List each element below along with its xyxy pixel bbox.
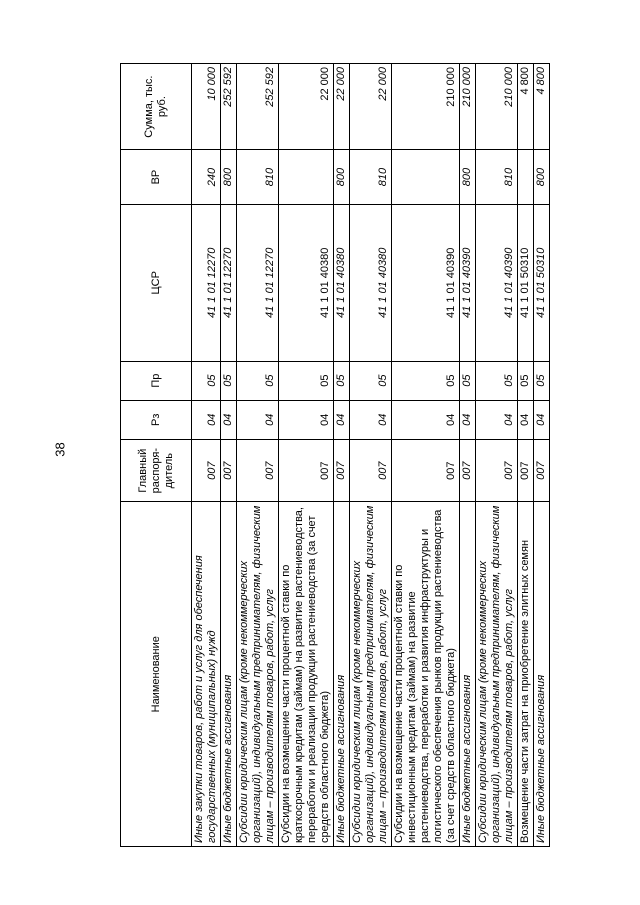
cell-sum: 4 800 bbox=[518, 64, 534, 150]
cell-name: Иные бюджетные ассигнования bbox=[460, 502, 476, 847]
header-csr: ЦСР bbox=[121, 204, 192, 361]
cell-grbs: 007 bbox=[476, 439, 518, 502]
table-row bbox=[534, 64, 550, 847]
cell-csr: 41 1 01 40390 bbox=[476, 204, 518, 361]
table-header-row bbox=[121, 64, 192, 847]
cell-sum: 22 000 bbox=[350, 64, 392, 150]
cell-csr: 41 1 01 12270 bbox=[221, 204, 237, 361]
header-rz: Рз bbox=[121, 400, 192, 439]
table-row bbox=[237, 64, 279, 847]
cell-rz: 04 bbox=[237, 400, 279, 439]
table-row bbox=[192, 64, 221, 847]
cell-rz: 04 bbox=[392, 400, 460, 439]
table-row bbox=[476, 64, 518, 847]
cell-csr: 41 1 01 12270 bbox=[237, 204, 279, 361]
cell-grbs: 007 bbox=[534, 439, 550, 502]
cell-name: Иные закупки товаров, работ и услуг для обеспечения государственных (муниципальных) нужд bbox=[192, 502, 221, 847]
cell-pr: 05 bbox=[192, 361, 221, 400]
cell-rz: 04 bbox=[534, 400, 550, 439]
cell-grbs: 007 bbox=[221, 439, 237, 502]
cell-csr: 41 1 01 40380 bbox=[350, 204, 392, 361]
cell-name: Субсидии на возмещение части процентной ставки по инвестиционным кредитам (займам) на развитие растениеводства, переработки и развития инфраструктуры и логистического обеспечения рынков продукции растениеводства (за счет средств областного бюджета) bbox=[392, 502, 460, 847]
cell-vr: 800 bbox=[334, 150, 350, 205]
cell-sum: 252 592 bbox=[237, 64, 279, 150]
header-grbs: Главный распоря-дитель bbox=[121, 439, 192, 502]
cell-sum: 22 000 bbox=[279, 64, 334, 150]
cell-name: Иные бюджетные ассигнования bbox=[334, 502, 350, 847]
table-row bbox=[221, 64, 237, 847]
cell-pr: 05 bbox=[350, 361, 392, 400]
cell-vr: 800 bbox=[460, 150, 476, 205]
table-row bbox=[279, 64, 334, 847]
page-number: 38 bbox=[52, 442, 68, 457]
cell-vr bbox=[518, 150, 534, 205]
header-name: Наименование bbox=[121, 502, 192, 847]
cell-grbs: 007 bbox=[334, 439, 350, 502]
cell-sum: 210 000 bbox=[392, 64, 460, 150]
cell-name: Субсидии на возмещение части процентной ставки по краткосрочным кредитам (займам) на развитие растениеводства, переработки и реализации продукции растениеводства (за счет средств областного бюджета) bbox=[279, 502, 334, 847]
cell-grbs: 007 bbox=[192, 439, 221, 502]
cell-pr: 05 bbox=[221, 361, 237, 400]
table-row bbox=[460, 64, 476, 847]
cell-rz: 04 bbox=[476, 400, 518, 439]
cell-grbs: 007 bbox=[518, 439, 534, 502]
cell-vr: 800 bbox=[221, 150, 237, 205]
cell-vr: 810 bbox=[350, 150, 392, 205]
cell-vr: 800 bbox=[534, 150, 550, 205]
cell-sum: 252 592 bbox=[221, 64, 237, 150]
cell-vr bbox=[392, 150, 460, 205]
cell-rz: 04 bbox=[460, 400, 476, 439]
cell-csr: 41 1 01 40380 bbox=[279, 204, 334, 361]
cell-pr: 05 bbox=[476, 361, 518, 400]
cell-name: Субсидии юридическим лицам (кроме некоммерческих организаций), индивидуальным предпринимателям, физическим лицам – производителям товаров, работ, услуг bbox=[350, 502, 392, 847]
cell-pr: 05 bbox=[392, 361, 460, 400]
cell-vr: 240 bbox=[192, 150, 221, 205]
cell-pr: 05 bbox=[534, 361, 550, 400]
cell-pr: 05 bbox=[518, 361, 534, 400]
cell-csr: 41 1 01 50310 bbox=[534, 204, 550, 361]
cell-pr: 05 bbox=[279, 361, 334, 400]
cell-grbs: 007 bbox=[392, 439, 460, 502]
cell-vr: 810 bbox=[237, 150, 279, 205]
cell-name: Субсидии юридическим лицам (кроме некоммерческих организаций), индивидуальным предпринимателям, физическим лицам – производителям товаров, работ, услуг bbox=[237, 502, 279, 847]
cell-csr: 41 1 01 50310 bbox=[518, 204, 534, 361]
header-vr: ВР bbox=[121, 150, 192, 205]
cell-csr: 41 1 01 40390 bbox=[460, 204, 476, 361]
cell-csr: 41 1 01 40390 bbox=[392, 204, 460, 361]
cell-csr: 41 1 01 40380 bbox=[334, 204, 350, 361]
cell-name: Субсидии юридическим лицам (кроме некоммерческих организаций), индивидуальным предпринимателям, физическим лицам – производителям товаров, работ, услуг bbox=[476, 502, 518, 847]
cell-grbs: 007 bbox=[460, 439, 476, 502]
cell-csr: 41 1 01 12270 bbox=[192, 204, 221, 361]
cell-sum: 4 800 bbox=[534, 64, 550, 150]
cell-pr: 05 bbox=[237, 361, 279, 400]
cell-rz: 04 bbox=[518, 400, 534, 439]
table-row bbox=[350, 64, 392, 847]
cell-sum: 210 000 bbox=[476, 64, 518, 150]
cell-name: Иные бюджетные ассигнования bbox=[221, 502, 237, 847]
cell-sum: 22 000 bbox=[334, 64, 350, 150]
cell-vr bbox=[279, 150, 334, 205]
cell-grbs: 007 bbox=[279, 439, 334, 502]
table-row bbox=[334, 64, 350, 847]
header-pr: Пр bbox=[121, 361, 192, 400]
cell-pr: 05 bbox=[460, 361, 476, 400]
header-sum: Сумма, тыс. руб. bbox=[121, 64, 192, 150]
cell-sum: 10 000 bbox=[192, 64, 221, 150]
cell-sum: 210 000 bbox=[460, 64, 476, 150]
cell-rz: 04 bbox=[334, 400, 350, 439]
cell-rz: 04 bbox=[350, 400, 392, 439]
cell-name: Иные бюджетные ассигнования bbox=[534, 502, 550, 847]
table-row bbox=[518, 64, 534, 847]
cell-rz: 04 bbox=[192, 400, 221, 439]
cell-grbs: 007 bbox=[237, 439, 279, 502]
cell-rz: 04 bbox=[221, 400, 237, 439]
table-row bbox=[392, 64, 460, 847]
budget-table-container bbox=[120, 63, 550, 847]
cell-vr: 810 bbox=[476, 150, 518, 205]
cell-name: Возмещение части затрат на приобретение элитных семян bbox=[518, 502, 534, 847]
budget-table bbox=[120, 63, 550, 847]
cell-grbs: 007 bbox=[350, 439, 392, 502]
cell-pr: 05 bbox=[334, 361, 350, 400]
cell-rz: 04 bbox=[279, 400, 334, 439]
